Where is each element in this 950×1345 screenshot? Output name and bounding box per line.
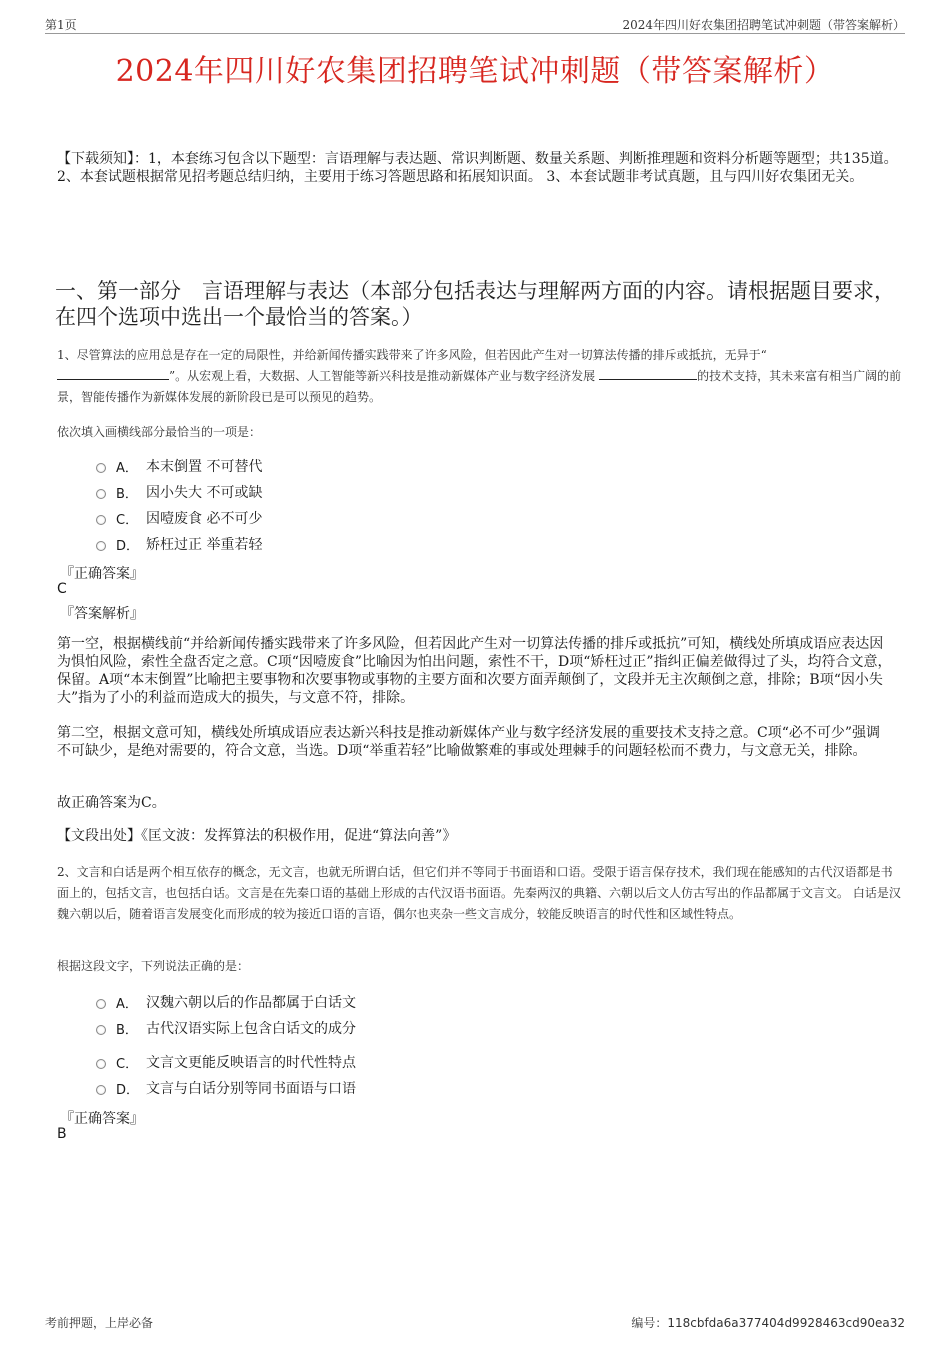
option-letter: C． [116, 512, 139, 528]
option-c[interactable] [96, 1053, 356, 1071]
page-title: 2024年四川好农集团招聘笔试冲刺题（带答案解析） [115, 54, 835, 89]
radio-icon[interactable] [96, 999, 106, 1009]
option-text: 汉魏六朝以后的作品都属于白话文 [146, 995, 356, 1011]
option-b[interactable] [96, 1019, 356, 1037]
analysis-paragraph-2: 第二空，根据文意可知，横线处所填成语应表达新兴科技是推动新媒体产业与数字经济发展的重要技术支持之意。C项“必不可少”强调不可缺少，是绝对需要的，符合文意，当选。D项“举重若轻”比喻做繁难的事或处理棘手的问题轻松而不费力，与文意无关，排除。 [57, 725, 881, 759]
section-heading: 一、第一部分 言语理解与表达（本部分包括表达与理解两方面的内容。请根据题目要求，在四个选项中选出一个最恰当的答案。） [55, 279, 895, 329]
option-letter: A． [116, 996, 138, 1012]
option-text: 因噎废食 必不可少 [146, 511, 263, 527]
fill-blank-1 [57, 367, 169, 380]
option-letter: D． [116, 1082, 140, 1098]
radio-icon[interactable] [96, 1085, 106, 1095]
radio-icon[interactable] [96, 489, 106, 499]
correct-answer: C [57, 581, 67, 597]
page-number: 第1页 [45, 18, 77, 32]
option-letter: A． [116, 460, 138, 476]
option-text: 古代汉语实际上包含白话文的成分 [146, 1021, 356, 1037]
option-text: 本末倒置 不可替代 [146, 459, 263, 475]
analysis-label: 『答案解析』 [60, 606, 144, 622]
radio-icon[interactable] [96, 515, 106, 525]
footer-code [631, 1314, 905, 1331]
question-1-text-part: 的技术支持，其未来富有相当广阔的前景，智能传播作为新媒体发展的新阶段已是可以预见的趋势。 [57, 369, 902, 404]
option-text: 文言与白话分别等同书面语与口语 [146, 1081, 356, 1097]
radio-icon[interactable] [96, 541, 106, 551]
correct-answer: B [57, 1126, 67, 1142]
option-text: 因小失大 不可或缺 [146, 485, 263, 501]
footer-code-label: 编号： [631, 1316, 668, 1330]
running-header: 2024年四川好农集团招聘笔试冲刺题（带答案解析） [622, 18, 905, 32]
question-1-text [57, 345, 902, 408]
option-d[interactable] [96, 535, 262, 553]
option-a[interactable] [96, 993, 356, 1011]
radio-icon[interactable] [96, 1025, 106, 1035]
option-c[interactable] [96, 509, 262, 527]
option-letter: D． [116, 538, 140, 554]
header-divider [45, 33, 905, 34]
option-text: 文言文更能反映语言的时代性特点 [146, 1055, 356, 1071]
question-2-prompt: 根据这段文字，下列说法正确的是： [57, 959, 250, 973]
download-notice: 【下载须知】：1，本套练习包含以下题型：言语理解与表达题、常识判断题、数量关系题、判断推理题和资料分析题等题型；共135道。 2、本套试题根据常见招考题总结归纳，主要用于练习答题思路和拓展知识面。 3、本套试题非考试真题，且与四川好农集团无关。 [57, 151, 898, 185]
analysis-paragraph-1: 第一空，根据横线前“并给新闻传播实践带来了许多风险，但若因此产生对一切算法传播的排斥或抵抗”可知，横线处所填成语应表达因为惧怕风险，索性全盘否定之意。C项“因噎废食”比喻因为怕出问题，索性不干，D项“矫枉过正”指纠正偏差做得过了头，均符合文意，保留。A项“本末倒置”比喻把主要事物和次要事物或事物的主要方面和次要方面弄颠倒了，文段并无主次颠倒之意，排除；B项“因小失大”指为了小的利益而造成大的损失，与文意不符，排除。 [57, 636, 892, 706]
correct-answer-label: 『正确答案』 [60, 1111, 144, 1127]
question-1-prompt: 依次填入画横线部分最恰当的一项是： [57, 425, 262, 439]
question-2-text: 2、文言和白话是两个相互依存的概念，无文言，也就无所谓白话，但它们并不等同于书面语和口语。受限于语言保存技术，我们现在能感知的古代汉语都是书面上的，包括文言，也包括白话。文言是在先秦口语的基础上形成的古代汉语书面语。先秦两汉的典籍、六朝以后文人仿古写出的作品都属于文言文。 白话是汉魏六朝以后，随着语言发展变化而形成的较为接近口语的言语，偶尔也夹杂一些文言成分，较能反映语言的时代性和区域性特点。 [57, 865, 901, 921]
question-1-text-part: 1、尽管算法的应用总是存在一定的局限性，并给新闻传播实践带来了许多风险，但若因此产生对一切算法传播的排斥或抵抗，无异于“ [57, 348, 767, 362]
radio-icon[interactable] [96, 463, 106, 473]
radio-icon[interactable] [96, 1059, 106, 1069]
option-d[interactable] [96, 1079, 356, 1097]
correct-answer-label: 『正确答案』 [60, 566, 144, 582]
footer-slogan: 考前押题，上岸必备 [45, 1316, 154, 1330]
option-letter: B． [116, 486, 138, 502]
option-text: 矫枉过正 举重若轻 [146, 537, 263, 553]
source-citation: 【文段出处】《匡文波：发挥算法的积极作用，促进“算法向善”》 [57, 828, 457, 844]
option-letter: C． [116, 1056, 139, 1072]
option-a[interactable] [96, 457, 262, 475]
footer-code-value: 118cbfda6a377404d9928463cd90ea32 [667, 1316, 905, 1330]
fill-blank-2 [599, 367, 697, 380]
analysis-conclusion: 故正确答案为C。 [57, 795, 166, 811]
option-b[interactable] [96, 483, 262, 501]
option-letter: B． [116, 1022, 138, 1038]
question-1-text-part: ”。从宏观上看，大数据、人工智能等新兴科技是推动新媒体产业与数字经济发展 [169, 369, 596, 383]
